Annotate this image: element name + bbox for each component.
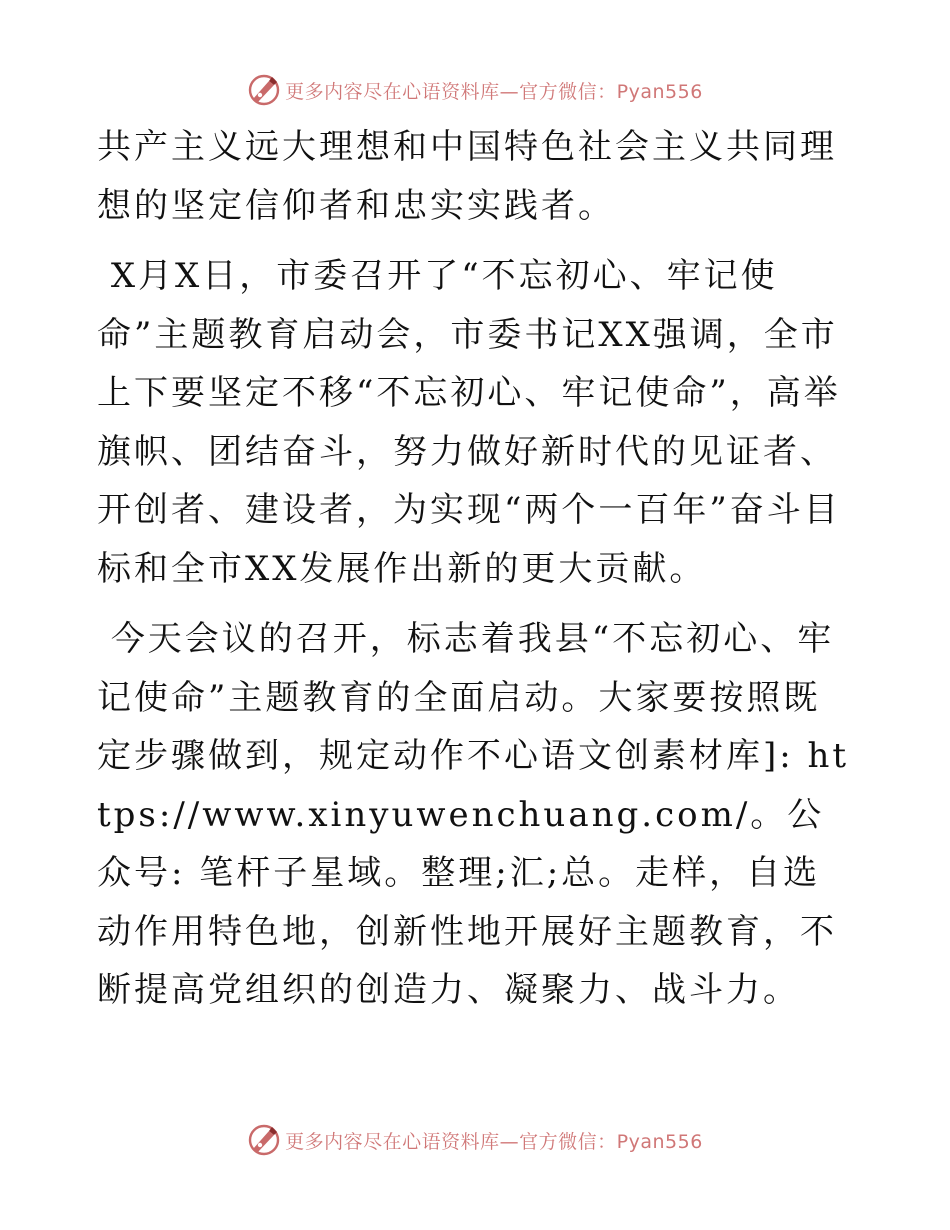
- pen-logo-icon: [247, 1123, 281, 1157]
- watermark-text: 更多内容尽在心语资料库—官方微信：Pyan556: [285, 80, 703, 103]
- watermark-text: 更多内容尽在心语资料库—官方微信：Pyan556: [285, 1130, 703, 1153]
- header-watermark-banner: [0, 70, 950, 110]
- paragraph-3: 今天会议的召开，标志着我县“不忘初心、牢记使命”主题教育的全面启动。大家要按照既定步骤做到，规定动作不心语文创素材库]: https://www.xinyuwenchuang.com/。公众号: 笔杆子星域。整理;汇;总。走样，自选动作用特色地，创新性地开展好主题教育，不断提高党组织的创造力、凝聚力、战斗力。: [97, 619, 850, 1010]
- document-body: [97, 118, 857, 1020]
- paragraph-1: 共产主义远大理想和中国特色社会主义共同理想的坚定信仰者和忠实实践者。: [97, 127, 837, 226]
- paragraph-2: X月X日，市委召开了“不忘初心、牢记使命”主题教育启动会，市委书记XX强调，全市上下要坚定不移“不忘初心、牢记使命”，高举旗帜、团结奋斗，努力做好新时代的见证者、开创者、建设者，为实现“两个一百年”奋斗目标和全市XX发展作出新的更大贡献。: [97, 256, 841, 589]
- footer-watermark-banner: [0, 1120, 950, 1160]
- pen-logo-icon: [247, 73, 281, 107]
